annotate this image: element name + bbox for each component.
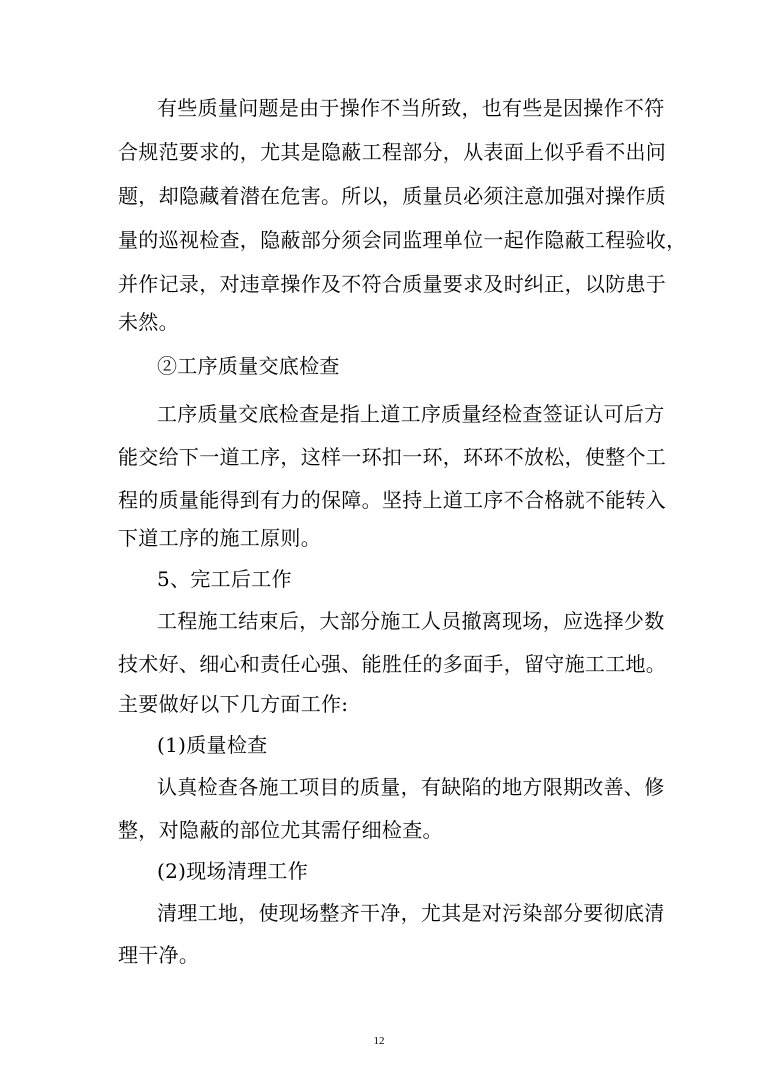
paragraph-line: 有些质量问题是由于操作不当所致，也有些是因操作不符	[157, 96, 665, 120]
section-heading: ②工序质量交底检查	[157, 354, 340, 378]
paragraph-line: 下道工序的施工原则。	[118, 526, 321, 550]
paragraph-line: 整，对隐蔽的部位尤其需仔细检查。	[118, 818, 443, 842]
paragraph-line: 量的巡视检查，隐蔽部分须会同监理单位一起作隐蔽工程验收，	[118, 228, 687, 252]
paragraph-line: 未然。	[118, 310, 179, 334]
paragraph-line: 并作记录，对违章操作及不符合质量要求及时纠正，以防患于	[118, 272, 667, 296]
paragraph-line: 清理工地，使现场整齐干净，尤其是对污染部分要彻底清	[157, 901, 665, 925]
paragraph-line: 能交给下一道工序，这样一环扣一环，环环不放松，使整个工	[118, 445, 667, 469]
paragraph-line: 程的质量能得到有力的保障。坚持上道工序不合格就不能转入	[118, 488, 667, 512]
section-heading: (1)质量检查	[157, 733, 268, 757]
section-heading: 5、完工后工作	[157, 567, 292, 591]
paragraph-line: 合规范要求的，尤其是隐蔽工程部分，从表面上似乎看不出问	[118, 140, 667, 164]
paragraph-line: 题，却隐藏着潜在危害。所以，质量员必须注意加强对操作质	[118, 184, 667, 208]
page-number: 12	[373, 1035, 385, 1047]
section-heading: (2)现场清理工作	[157, 859, 309, 883]
paragraph-line: 认真检查各施工项目的质量，有缺陷的地方限期改善、修	[157, 775, 665, 799]
paragraph-line: 工程施工结束后，大部分施工人员撤离现场，应选择少数	[157, 609, 665, 633]
paragraph-line: 理干净。	[118, 943, 200, 967]
paragraph-line: 工序质量交底检查是指上道工序质量经检查签证认可后方	[157, 402, 665, 426]
paragraph-line: 技术好、细心和责任心强、能胜任的多面手，留守施工工地。	[118, 652, 667, 676]
paragraph-line: 主要做好以下几方面工作:	[118, 692, 349, 716]
